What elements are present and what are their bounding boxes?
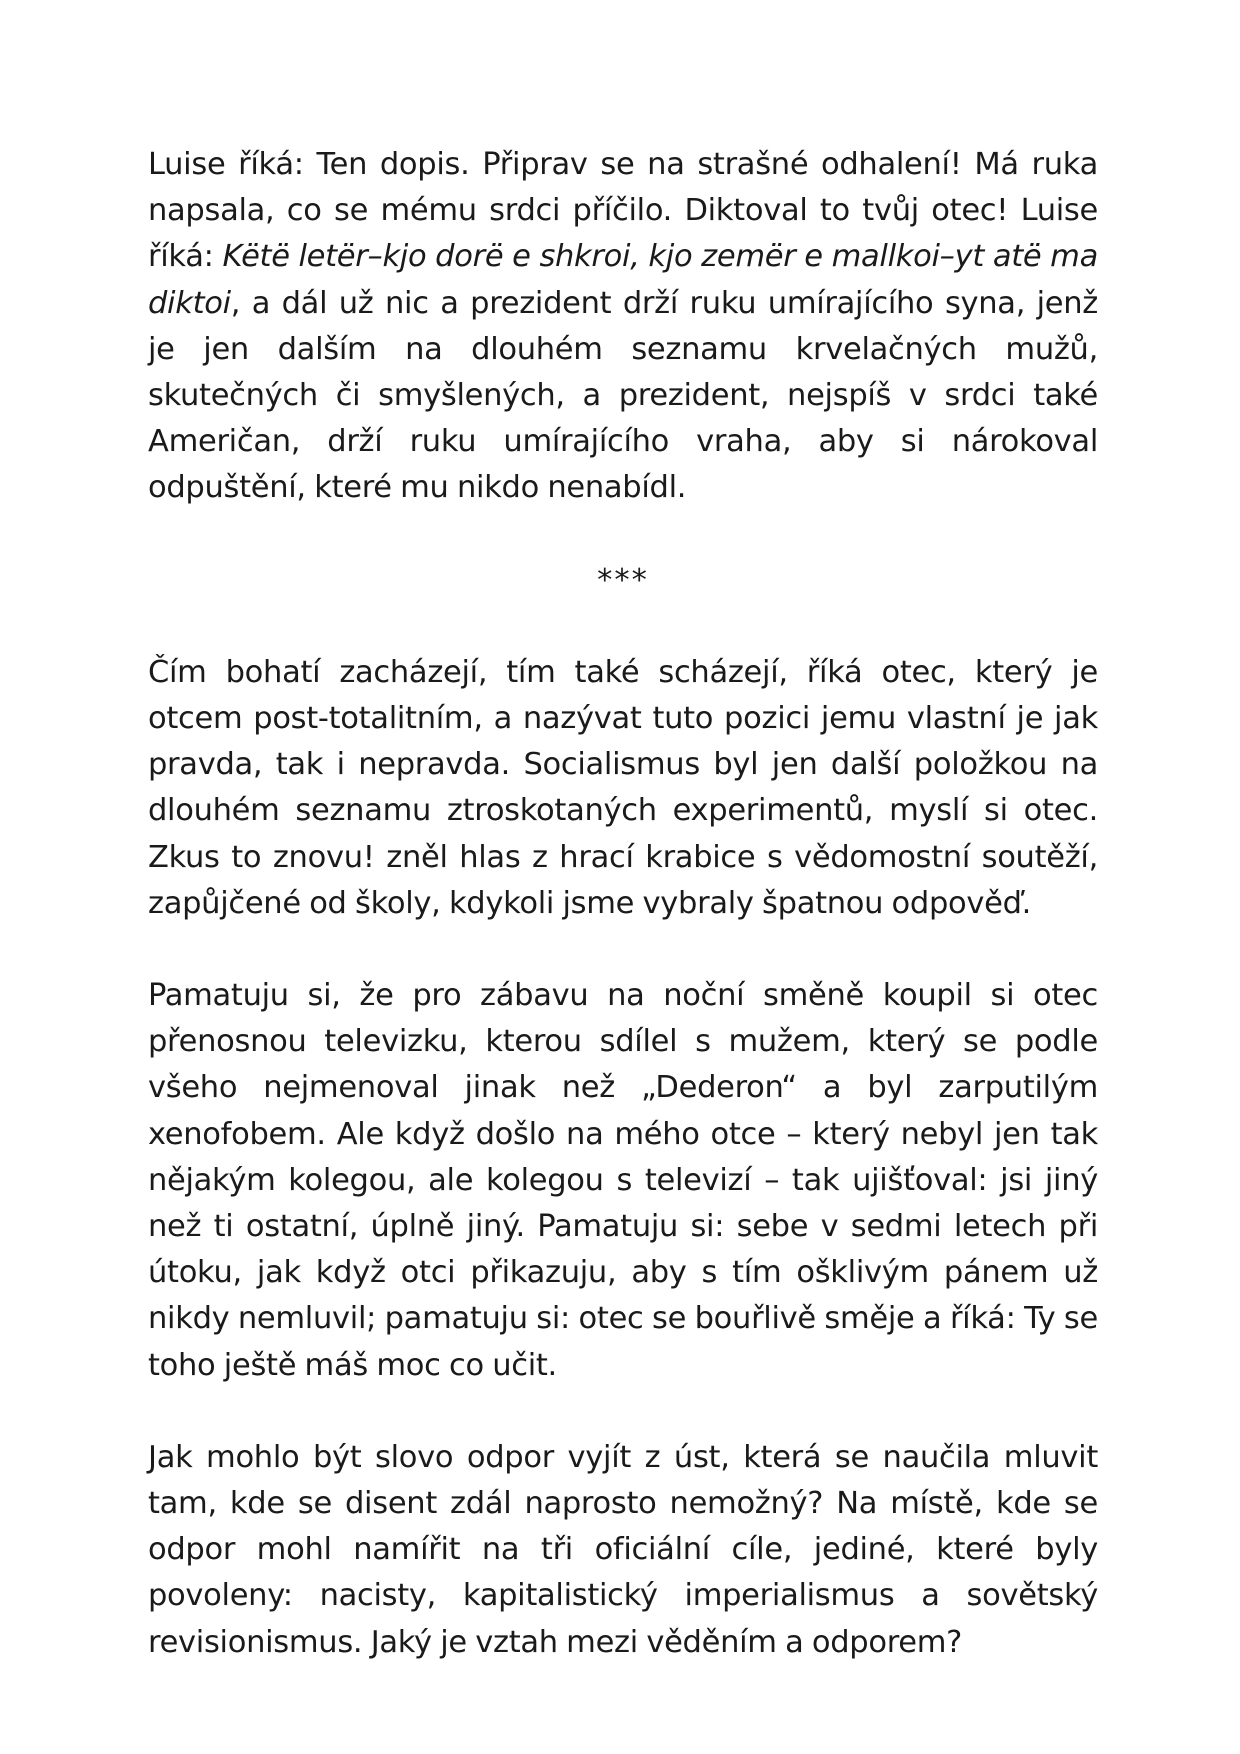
- paragraph-1-text-a: Luise říká: Ten dopis. Připrav se na strašné odhalení! Má ruka napsala, co se mému srdci příčilo. Diktoval to tvůj otec! Luise říká:: [148, 147, 1098, 275]
- paragraph-socialism: Čím bohatí zacházejí, tím také scházejí, říká otec, který je otcem post-totalitním, a nazývat tuto pozici jemu vlastní je jak pravda, tak i nepravda. Socialismus byl jen další položkou na dlouhém seznamu ztroskotaných experimentů, myslí si otec. Zkus to znovu! zněl hlas z hrací krabice s vědomostní soutěží, zapůjčené od školy, kdykoli jsme vybraly špatnou odpověď.: [148, 654, 1098, 921]
- paragraph-luise-letter: [148, 142, 1098, 512]
- document-page: [148, 142, 1098, 1666]
- paragraph-television: Pamatuju si, že pro zábavu na noční směně koupil si otec přenosnou televizku, kterou sdílel s mužem, který se podle všeho nejmenoval jinak než „Dederon“ a byl zarputilým xenofobem. Ale když došlo na mého otce – který nebyl jen tak nějakým kolegou, ale kolegou s televizí – tak ujišťoval: jsi jiný než ti ostatní, úplně jiný. Pamatuju si: sebe v sedmi letech při útoku, jak když otci přikazuju, aby s tím ošklivým pánem už nikdy nemluvil; pamatuju si: otec se bouřlivě směje a říká: Ty se toho ještě máš moc co učit.: [148, 978, 1098, 1383]
- section-separator: ***: [597, 562, 649, 598]
- paragraph-1-albanian-quote: Këtë letër–kjo dorë e shkroi, kjo zemër e mallkoi–yt atë ma diktoi: [148, 239, 1098, 321]
- paragraph-1-text-b: , a dál už nic a prezident drží ruku umírajícího syna, jenž je jen dalším na dlouhém seznamu krvelačných mužů, skutečných či smyšlených, a prezident, nejspíš v srdci také Američan, drží ruku umírajícího vraha, aby si nárokoval odpuštění, které mu nikdo nenabídl.: [148, 285, 1098, 506]
- paragraph-resistance: Jak mohlo být slovo odpor vyjít z úst, která se naučila mluvit tam, kde se disent zdál naprosto nemožný? Na místě, kde se odpor mohl namířit na tři oficiální cíle, jediné, které byly povoleny: nacisty, kapitalistický imperialismus a sovětský revisionismus. Jaký je vztah mezi věděním a odporem?: [148, 1439, 1098, 1660]
